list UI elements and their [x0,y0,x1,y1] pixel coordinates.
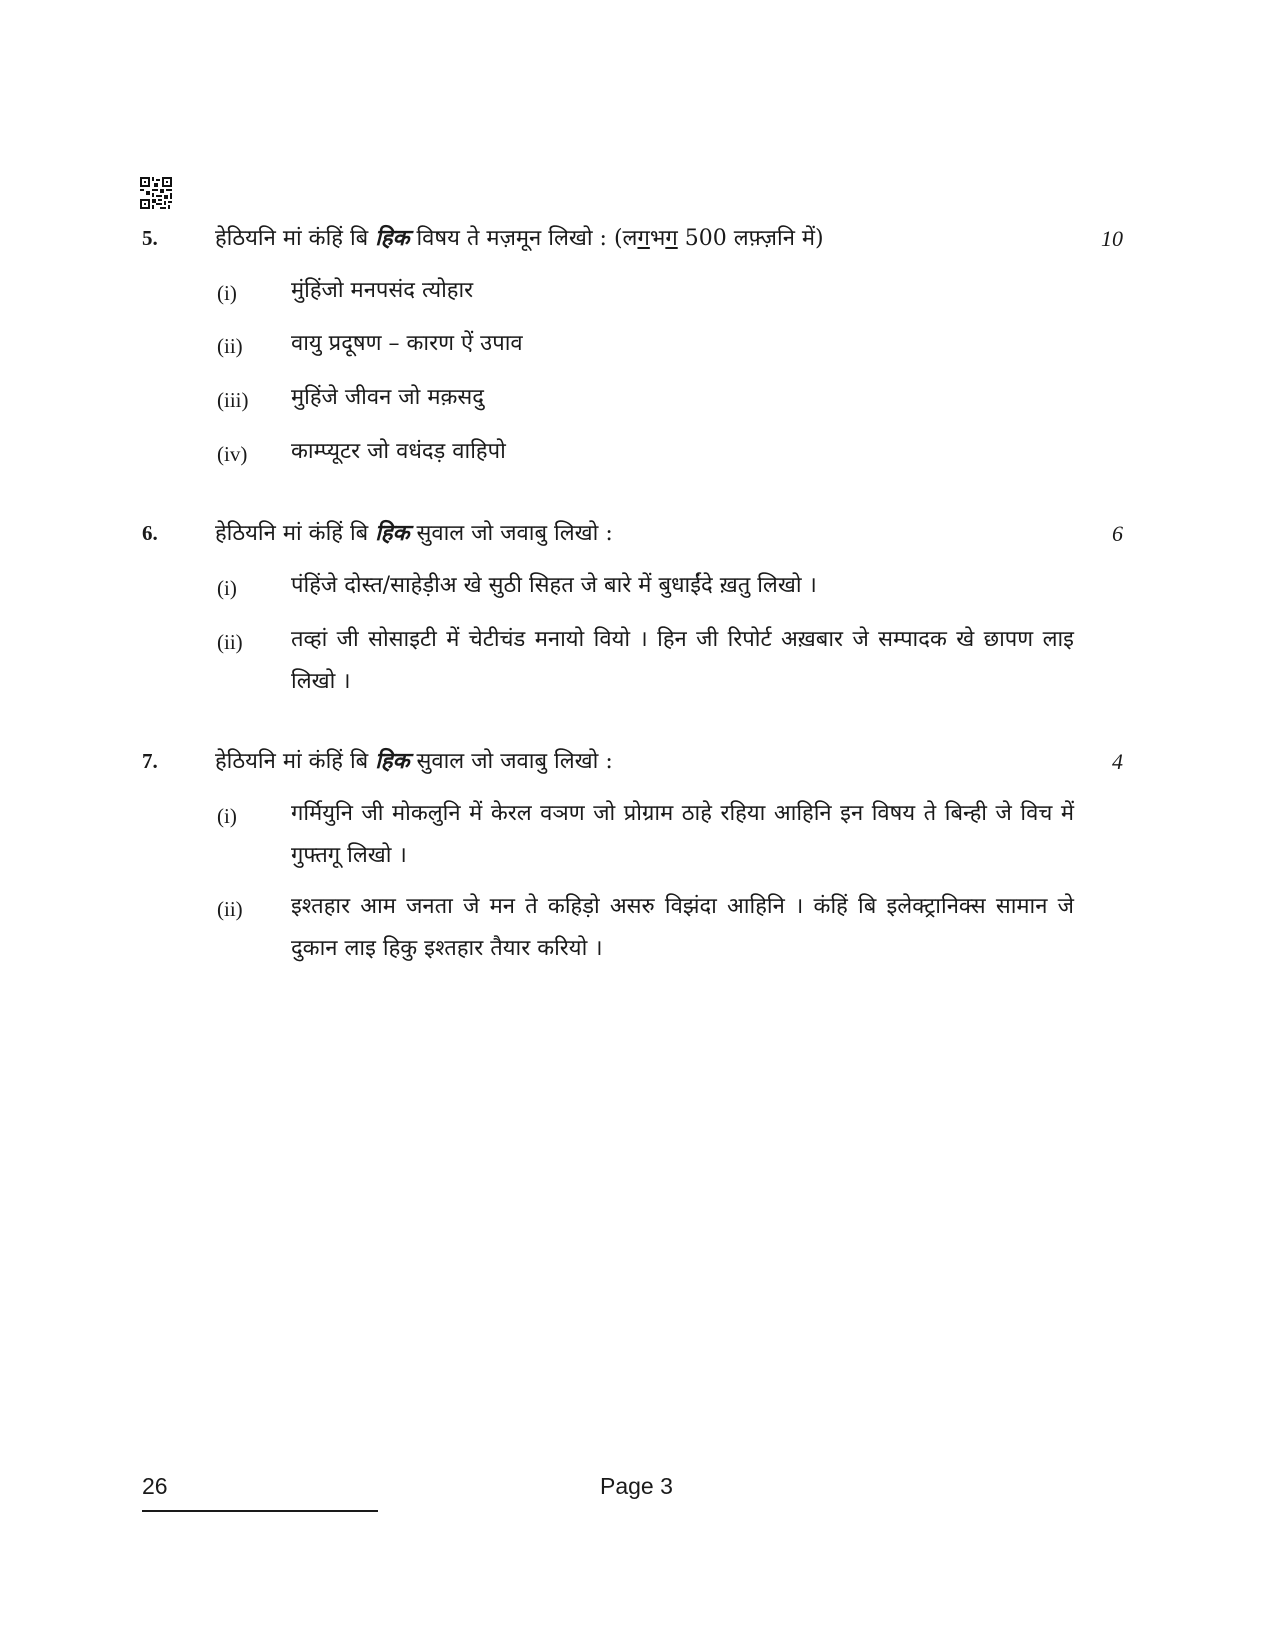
sub-question-text: वायु प्रदूषण – कारण ऐं उपाव [291,331,523,356]
paper-code: 26 [142,1473,168,1499]
question-instruction: हेठियनि मां कंहिं बि हिक विषय ते मज़मून लिखो : (लगभग 500 लफ़्ज़नि में) [215,225,824,251]
page-number: Page 3 [600,1473,673,1499]
sub-question-numeral: (i) [217,804,237,828]
sub-question-numeral: (i) [217,576,237,600]
sub-question-text: मुहिंजे जीवन जो मक़सदु [291,385,484,410]
question-number: 7. [142,749,158,773]
sub-question-numeral: (ii) [217,334,243,358]
sub-question-numeral: (iv) [217,442,248,466]
question-number: 6. [142,521,158,545]
sub-question-numeral: (ii) [217,897,243,921]
sub-question-numeral: (ii) [217,630,243,654]
sub-question-text: पंहिंजे दोस्त/साहेड़ीअ खे सुठी सिहत जे बारे में बुधाईंदे ख़तु लिखो । [291,573,817,598]
footer-divider [142,1510,378,1512]
sub-question-text: मुंहिंजो मनपसंद त्योहार [291,278,474,303]
sub-question-numeral: (i) [217,281,237,305]
question-number: 5. [142,226,158,250]
question-marks: 4 [1112,749,1123,774]
question-instruction: हेठियनि मां कंहिं बि हिक सुवाल जो जवाबु लिखो : [215,520,613,546]
sub-question-numeral: (iii) [217,388,249,412]
qr-code-icon [140,177,172,209]
sub-question-text: गर्मियुनि जी मोकलुनि में केरल वञण जो प्रोग्राम ठाहे रहिया आहिनि इन विषय ते बिन्ही जे विच में गुफ्तगू लिखो । [291,801,1074,868]
question-instruction: हेठियनि मां कंहिं बि हिक सुवाल जो जवाबु लिखो : [215,748,613,774]
question-marks: 10 [1101,226,1123,251]
sub-question-text: इश्तहार आम जनता जे मन ते कहिड़ो असरु विझंदा आहिनि । कंहिं बि इलेक्ट्रानिक्स सामान जे दुकान लाइ हिकु इश्तहार तैयार करियो । [291,894,1074,961]
sub-question-text: तव्हां जी सोसाइटी में चेटीचंड मनायो वियो । हिन जी रिपोर्ट अख़बार जे सम्पादक खे छापण लाइ लिखो । [291,627,1074,694]
question-marks: 6 [1112,521,1123,546]
sub-question-text: काम्प्यूटर जो वधंदड़ वाहिपो [291,439,506,464]
